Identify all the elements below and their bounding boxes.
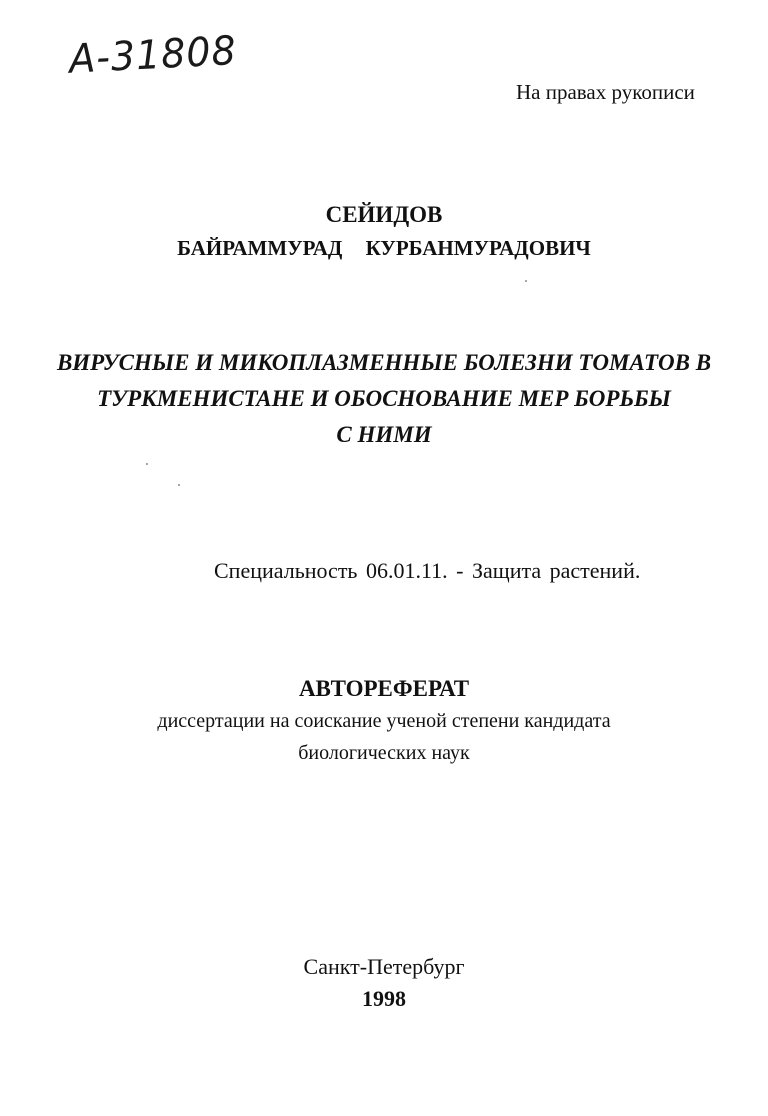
thesis-line-1: диссертации на соискание ученой степени кандидата xyxy=(157,710,611,732)
author-surname: СЕЙИДОВ xyxy=(325,202,443,227)
handwritten-catalog-code: A-31808 xyxy=(68,27,238,83)
scan-speck xyxy=(146,463,148,465)
scan-speck xyxy=(178,484,180,486)
publication-city: Санкт-Петербург xyxy=(303,954,465,979)
specialty-line: Специальность 06.01.11. - Защита растений. xyxy=(214,558,641,583)
manuscript-rights-note: На правах рукописи xyxy=(516,80,695,104)
publication-year: 1998 xyxy=(362,986,406,1011)
abstract-heading: АВТОРЕФЕРАТ xyxy=(298,676,470,701)
thesis-line-2: биологических наук xyxy=(298,742,470,764)
title-line-3: С НИМИ xyxy=(336,422,432,447)
author-given-names: БАЙРАММУРАД КУРБАНМУРАДОВИЧ xyxy=(177,236,591,260)
title-line-1: ВИРУСНЫЕ И МИКОПЛАЗМЕННЫЕ БОЛЕЗНИ ТОМАТОВ В xyxy=(56,350,712,375)
title-line-2: ТУРКМЕНИСТАНЕ И ОБОСНОВАНИЕ МЕР БОРЬБЫ xyxy=(97,386,671,411)
scan-speck xyxy=(525,280,527,282)
